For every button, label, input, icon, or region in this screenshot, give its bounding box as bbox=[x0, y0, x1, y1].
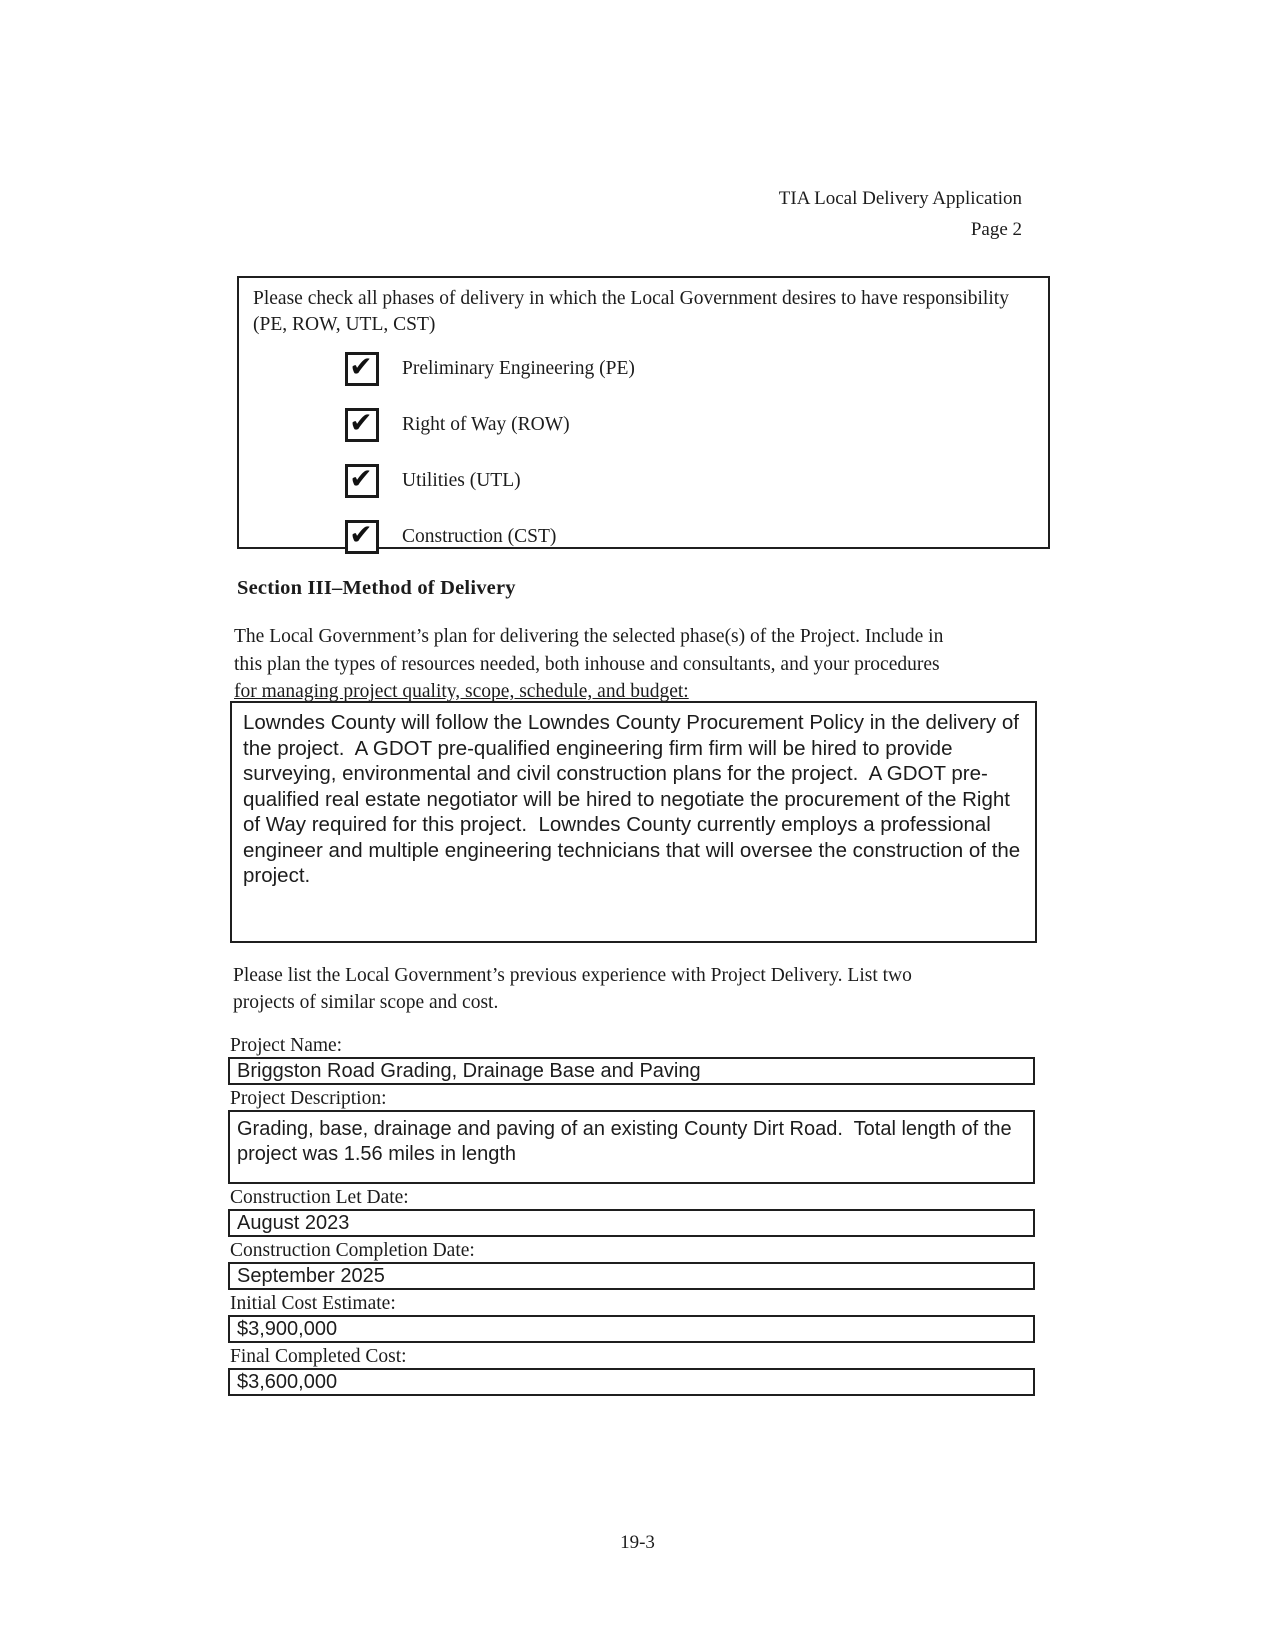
construction-let-date-label: Construction Let Date: bbox=[230, 1187, 409, 1208]
experience-prompt-line2: projects of similar scope and cost. bbox=[233, 992, 499, 1013]
checkbox-construction[interactable] bbox=[345, 517, 379, 554]
section-iii-intro bbox=[234, 623, 1024, 706]
initial-cost-estimate-input[interactable]: $3,900,000 bbox=[228, 1315, 1035, 1343]
checkbox-right-of-way[interactable] bbox=[345, 405, 379, 442]
construction-completion-date-label: Construction Completion Date: bbox=[230, 1240, 475, 1261]
page-header bbox=[779, 183, 1022, 245]
phases-checkbox-section bbox=[237, 276, 1050, 549]
final-completed-cost-label: Final Completed Cost: bbox=[230, 1346, 407, 1367]
check-icon: ✔ bbox=[349, 405, 373, 439]
phase-rows bbox=[345, 349, 1034, 554]
checkbox-preliminary-engineering[interactable] bbox=[345, 349, 379, 386]
phase-label-pe: Preliminary Engineering (PE) bbox=[402, 358, 635, 379]
intro-line1: The Local Government’s plan for delivering the selected phase(s) of the Project. Include in bbox=[234, 626, 944, 647]
project-name-input[interactable]: Briggston Road Grading, Drainage Base and Paving bbox=[228, 1057, 1035, 1085]
intro-line3: for managing project quality, scope, schedule, and budget: bbox=[234, 681, 689, 702]
phases-prompt-line2: (PE, ROW, UTL, CST) bbox=[253, 314, 436, 335]
project-name-label: Project Name: bbox=[230, 1035, 343, 1056]
phase-label-row: Right of Way (ROW) bbox=[402, 414, 570, 435]
check-icon: ✔ bbox=[349, 461, 373, 495]
document-title: TIA Local Delivery Application bbox=[778, 188, 1022, 209]
check-icon: ✔ bbox=[349, 349, 373, 383]
phase-row-utl bbox=[345, 461, 1034, 498]
page-number-header: Page 2 bbox=[970, 219, 1022, 240]
delivery-plan-textarea[interactable]: Lowndes County will follow the Lowndes County Procurement Policy in the delivery of the project. A GDOT pre-qualified engineering firm firm will be hired to provide surveying, environmental and civil construction plans for the project. A GDOT pre-qualified real estate negotiator will be hired to negotiate the procurement of the Right of Way required for this project. Lowndes County currently employs a professional engineer and multiple engineering technicians that will oversee the construction of the project. bbox=[230, 701, 1037, 943]
final-completed-cost-input[interactable]: $3,600,000 bbox=[228, 1368, 1035, 1396]
construction-completion-date-input[interactable]: September 2025 bbox=[228, 1262, 1035, 1290]
phase-row-cst bbox=[345, 517, 1034, 554]
footer-page-number: 19-3 bbox=[620, 1532, 655, 1553]
experience-prompt bbox=[233, 962, 1013, 1016]
project-description-label: Project Description: bbox=[230, 1088, 387, 1109]
checkbox-utilities[interactable] bbox=[345, 461, 379, 498]
intro-line2: this plan the types of resources needed, both inhouse and consultants, and your procedures bbox=[234, 653, 940, 675]
phase-row-row bbox=[345, 405, 1034, 442]
experience-prompt-line1: Please list the Local Government’s previous experience with Project Delivery. List two bbox=[233, 965, 912, 986]
check-icon: ✔ bbox=[349, 517, 373, 551]
construction-let-date-input[interactable]: August 2023 bbox=[228, 1209, 1035, 1237]
phase-row-pe bbox=[345, 349, 1034, 386]
phase-label-cst: Construction (CST) bbox=[402, 526, 557, 547]
phases-prompt bbox=[253, 286, 1034, 338]
experience-fields bbox=[228, 1036, 1035, 1400]
phases-prompt-line1: Please check all phases of delivery in which the Local Government desires to have responsibility bbox=[253, 288, 1009, 309]
section-iii-heading: Section III–Method of Delivery bbox=[237, 577, 516, 599]
phase-label-utl: Utilities (UTL) bbox=[402, 470, 521, 491]
project-description-input[interactable]: Grading, base, drainage and paving of an existing County Dirt Road. Total length of the project was 1.56 miles in length bbox=[228, 1110, 1035, 1184]
initial-cost-estimate-label: Initial Cost Estimate: bbox=[230, 1293, 396, 1314]
